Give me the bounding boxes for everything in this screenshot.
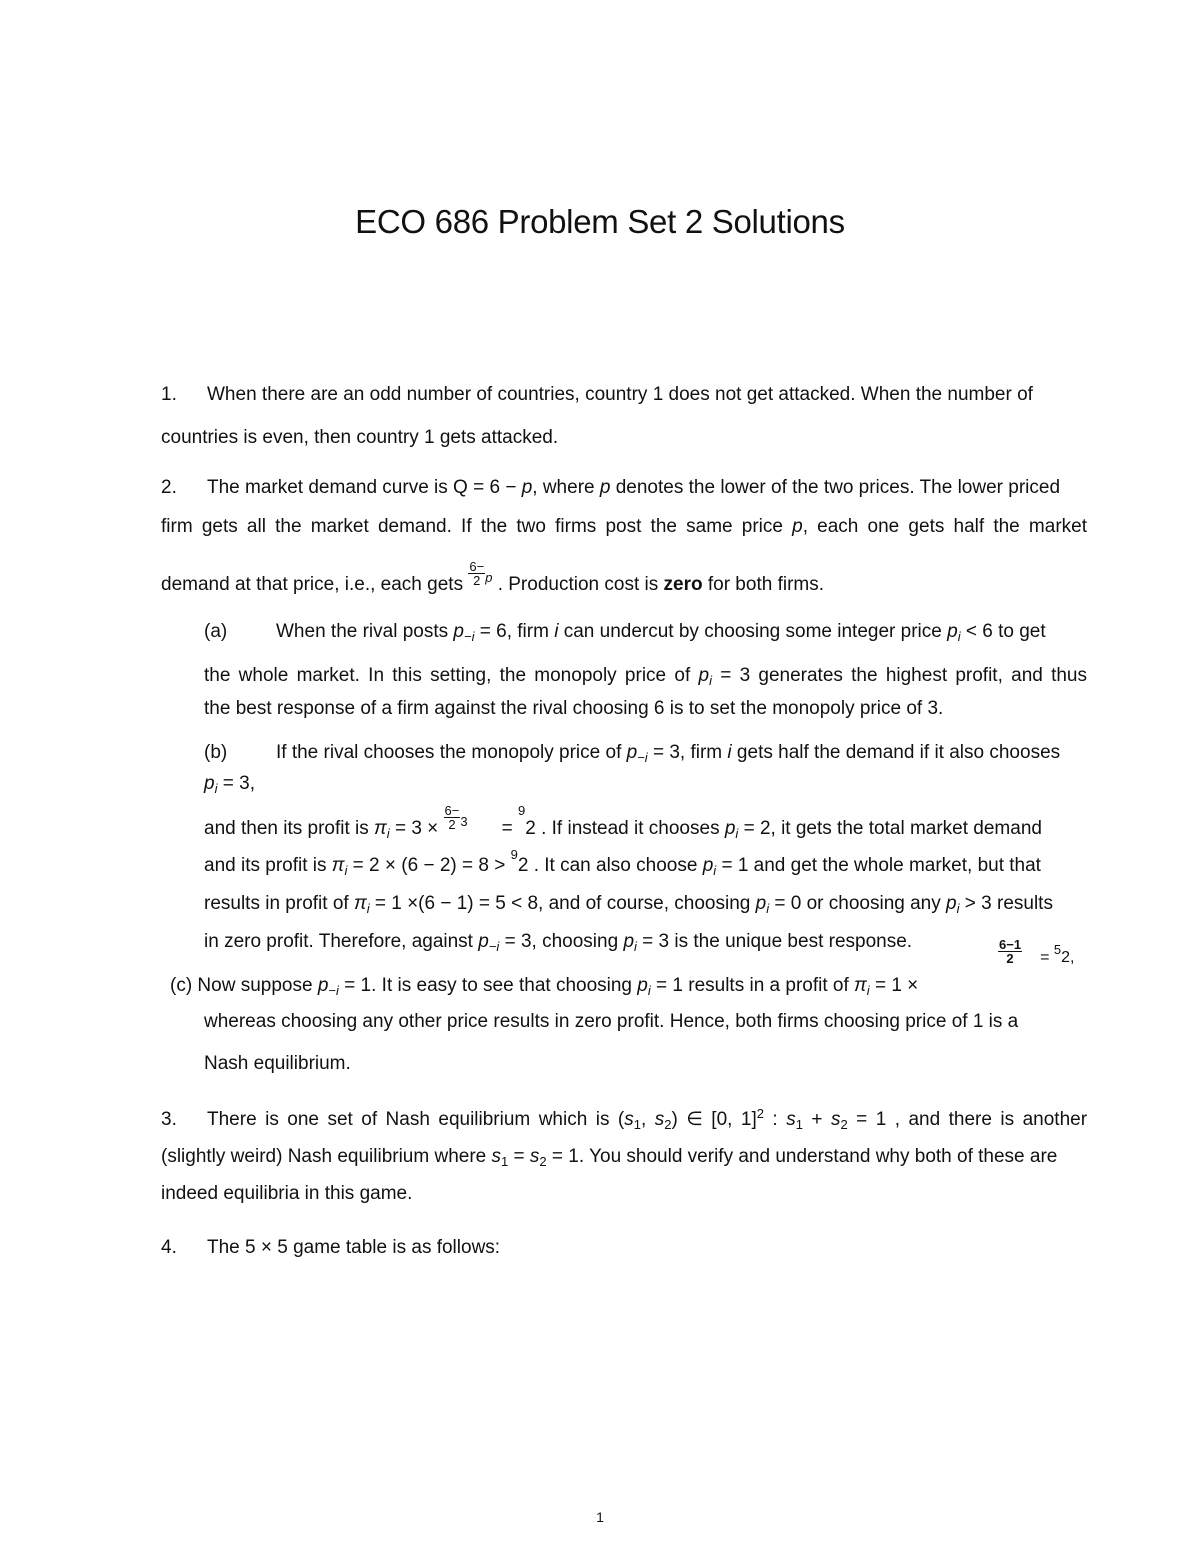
- q3-line-1: 3. There is one set of Nash equilibrium which is ($s_1$, $s_2$) ∈ [0, 1]$^2$ : $s_1 + s_2 = 1$ , and there is another: [161, 1106, 1088, 1132]
- qb-side-fraction: $\frac{6-1}{2}$ = 52,: [999, 937, 1075, 966]
- q3-number: 3.: [161, 1109, 177, 1130]
- q1-number: 1.: [161, 384, 177, 405]
- q4-number: 4.: [161, 1237, 177, 1258]
- q2-line-3: demand at that price, i.e., each gets $\frac{6-}{2}$ $^p$ . Production cost is zero for both firms.: [161, 559, 824, 595]
- qb-line-3: and then its profit is $\pi_i = 3$ × $\frac{6-}{2}$ $^3$ = 9 2 . If instead it chooses $p_i = 2$, it gets the total market demand: [204, 803, 1042, 841]
- qb-line-1: (b) If the rival chooses the monopoly price of $p_{-i} = 3$, firm i gets half the demand if it also chooses: [204, 742, 1061, 765]
- qb-line-5: results in profit of $\pi_i = 1 \times(6 - 1) = 5 < 8$, and of course, choosing $p_i = 0$ or choosing any $p_i > 3$ results: [204, 893, 1053, 916]
- qb-line-6: in zero profit. Therefore, against $p_{-i} = 3$, choosing $p_i = 3$ is the unique best response.: [204, 931, 913, 954]
- qb-line-2: $p_i = 3$,: [204, 773, 255, 796]
- page-title: ECO 686 Problem Set 2 Solutions: [355, 203, 845, 240]
- q3-line-2: (slightly weird) Nash equilibrium where $s_1 = s_2 = 1$. You should verify and understand why both of these are: [161, 1146, 1058, 1169]
- qb-label: (b): [204, 742, 228, 763]
- q1-line-1: 1. When there are an odd number of countries, country 1 does not get attacked. When the number of: [161, 384, 1033, 405]
- q2-line-1: 2. The market demand curve is Q = 6 − p, where p denotes the lower of the two prices. The lower priced: [161, 477, 1061, 498]
- qb-line-4: and its profit is $\pi_i = 2 \times (6 - 2) = 8$ > 9 2 . It can also choose $p_i = 1$ and get the whole market, but that: [204, 847, 1041, 878]
- q2-number: 2.: [161, 477, 177, 498]
- qa-line-1: (a) When the rival posts $p_{-i} = 6$, firm i can undercut by choosing some integer price $p_i < 6$ to get: [204, 621, 1046, 644]
- qa-line-3: the best response of a firm against the rival choosing 6 is to set the monopoly price of 3.: [204, 698, 944, 719]
- qa-line-2: the whole market. In this setting, the monopoly price of $p_i = 3$ generates the highest profit, and thus: [204, 665, 1087, 688]
- q2-line-2: firm gets all the market demand. If the two firms post the same price p, each one gets half the market: [161, 516, 1087, 537]
- qc-line-1: (c) Now suppose $p_{-i} = 1$. It is easy to see that choosing $p_i = 1$ results in a profit of $\pi_i = 1$ ×: [170, 975, 919, 998]
- q2-fraction: $\frac{6-}{2}$: [469, 559, 485, 588]
- zero-bold: zero: [663, 574, 703, 595]
- qa-label: (a): [204, 621, 228, 642]
- page-number: 1: [596, 1509, 604, 1525]
- qc-line-3: Nash equilibrium.: [204, 1053, 351, 1074]
- qc-line-2: whereas choosing any other price results in zero profit. Hence, both firms choosing price of 1 is a: [204, 1011, 1019, 1032]
- q1-line-2: countries is even, then country 1 gets attacked.: [161, 427, 559, 448]
- q4-line-1: 4. The 5 × 5 game table is as follows:: [161, 1237, 501, 1258]
- q3-line-3: indeed equilibria in this game.: [161, 1183, 413, 1204]
